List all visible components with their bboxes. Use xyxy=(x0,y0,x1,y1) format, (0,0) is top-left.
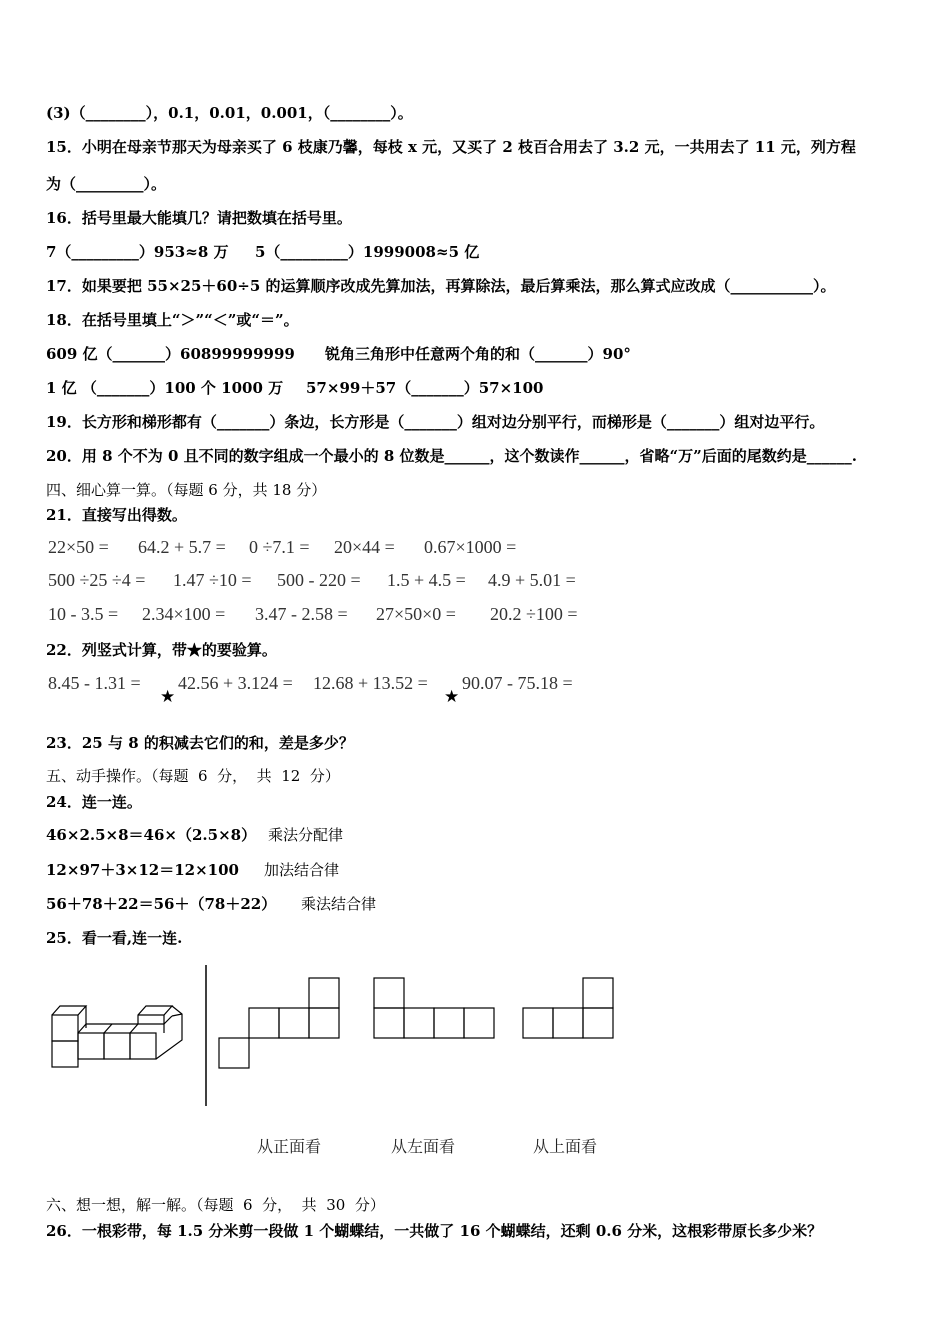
calc-21-1-3: 0 ÷7.1 = xyxy=(249,537,310,557)
cube-side xyxy=(156,1006,182,1059)
view-top-label: 从上面看 xyxy=(533,1137,598,1156)
section-5-title: 五、动手操作。（每题 6 分， 共 12 分） xyxy=(46,767,340,785)
section-6-title: 六、想一想，解一解。（每题 6 分， 共 30 分） xyxy=(46,1196,385,1214)
q24-law-b: 加法结合律 xyxy=(264,861,340,879)
calc-21-2-3: 500 - 220 = xyxy=(277,570,361,590)
view-top-figure xyxy=(523,978,613,1038)
q15-line1: 15．小明在母亲节那天为母亲买了 6 枝康乃馨，每枝 x 元，又买了 2 枝百合用去了 3.2 元，一共用去了 11 元，列方程 xyxy=(46,138,856,156)
cube-face xyxy=(104,1033,130,1059)
section-4-title: 四、细心算一算。（每题 6 分，共 18 分） xyxy=(46,481,327,499)
calc-22-3: 12.68 + 13.52 = xyxy=(313,673,428,693)
q24-law-a: 乘法分配律 xyxy=(268,826,344,844)
calc-21-3-4: 27×50×0 = xyxy=(376,604,456,624)
q18-item-c: 1 亿 （_______）100 个 1000 万 xyxy=(46,379,284,397)
calc-21-1-4: 20×44 = xyxy=(334,537,395,557)
calc-22-2: 42.56 + 3.124 = xyxy=(178,673,293,693)
q16-item-b: 5（_________）1999008≈5 亿 xyxy=(255,243,480,261)
calc-22-1: 8.45 - 1.31 = xyxy=(48,673,141,693)
q17: 17．如果要把 55×25＋60÷5 的运算顺序改成先算加法，再算除法，最后算乘法，那么算式应改成（___________）。 xyxy=(46,277,836,295)
view-front-label: 从正面看 xyxy=(257,1137,322,1156)
solid-3d-drawing xyxy=(52,1006,182,1067)
q16-item-a: 7（_________）953≈8 万 xyxy=(46,243,229,261)
cube-edge xyxy=(172,1014,182,1016)
calc-21-2-4: 1.5 + 4.5 = xyxy=(387,570,466,590)
q20: 20．用 8 个不为 0 且不同的数字组成一个最小的 8 位数是______，这个数读作______，省略“万”后面的尾数约是______. xyxy=(46,447,858,465)
cube-edge xyxy=(130,1024,138,1033)
cube-edge xyxy=(104,1024,112,1033)
view-front-figure xyxy=(219,978,339,1068)
q18-title: 18．在括号里填上“＞”“＜”或“＝”。 xyxy=(46,311,299,329)
calc-21-1-5: 0.67×1000 = xyxy=(424,537,517,557)
q18-item-a: 609 亿（_______）60899999999 xyxy=(46,345,295,363)
calc-21-3-1: 10 - 3.5 = xyxy=(48,604,119,624)
calc-21-3-3: 3.47 - 2.58 = xyxy=(255,604,348,624)
q25-title: 25．看一看,连一连. xyxy=(46,929,183,947)
cube-edge xyxy=(164,1016,172,1024)
q24-expr-b: 12×97＋3×12＝12×100 xyxy=(46,861,239,879)
q23: 23．25 与 8 的积减去它们的和，差是多少？ xyxy=(46,734,354,752)
q18-item-d: 57×99＋57（_______）57×100 xyxy=(306,379,544,397)
q22-title: 22．列竖式计算，带★的要验算。 xyxy=(46,641,277,659)
calc-21-2-5: 4.9 + 5.01 = xyxy=(488,570,576,590)
cube-edge xyxy=(78,1024,86,1033)
cube-face xyxy=(78,1033,104,1059)
calc-21-3-2: 2.34×100 = xyxy=(142,604,226,624)
q24-expr-a: 46×2.5×8＝46×（2.5×8） xyxy=(46,826,257,844)
calc-21-1-1: 22×50 = xyxy=(48,537,109,557)
q24-expr-c: 56＋78＋22＝56＋（78＋22） xyxy=(46,895,277,913)
q15-line2: 为（_________）。 xyxy=(46,175,167,193)
q24-title: 24．连一连。 xyxy=(46,793,142,811)
calc-21-2-2: 1.47 ÷10 = xyxy=(173,570,252,590)
star-icon: ★ xyxy=(160,687,176,707)
q18-item-b: 锐角三角形中任意两个角的和（_______）90° xyxy=(325,345,631,363)
q19: 19．长方形和梯形都有（_______）条边，长方形是（_______）组对边分别平行，而梯形是（_______）组对边平行。 xyxy=(46,413,825,431)
q16-title: 16．括号里最大能填几？请把数填在括号里。 xyxy=(46,209,352,227)
calc-21-1-2: 64.2 + 5.7 = xyxy=(138,537,226,557)
q21-title: 21．直接写出得数。 xyxy=(46,506,187,524)
view-left-figure xyxy=(374,978,494,1038)
cube-face xyxy=(52,1015,78,1041)
q26: 26．一根彩带，每 1.5 分米剪一段做 1 个蝴蝶结，一共做了 16 个蝴蝶结，还剩 0.6 分米，这根彩带原长多少米？ xyxy=(46,1222,823,1240)
q24-law-c: 乘法结合律 xyxy=(301,895,377,913)
star-icon: ★ xyxy=(444,687,460,707)
calc-21-2-1: 500 ÷25 ÷4 = xyxy=(48,570,146,590)
view-left-label: 从左面看 xyxy=(391,1137,456,1156)
q14-part3: (3)（________），0.1，0.01，0.001，（________）。 xyxy=(46,104,413,122)
cube-face xyxy=(130,1033,156,1059)
cube-face xyxy=(52,1041,78,1067)
calc-22-4: 90.07 - 75.18 = xyxy=(462,673,573,693)
cube-top xyxy=(52,1006,86,1015)
calc-21-3-5: 20.2 ÷100 = xyxy=(490,604,578,624)
